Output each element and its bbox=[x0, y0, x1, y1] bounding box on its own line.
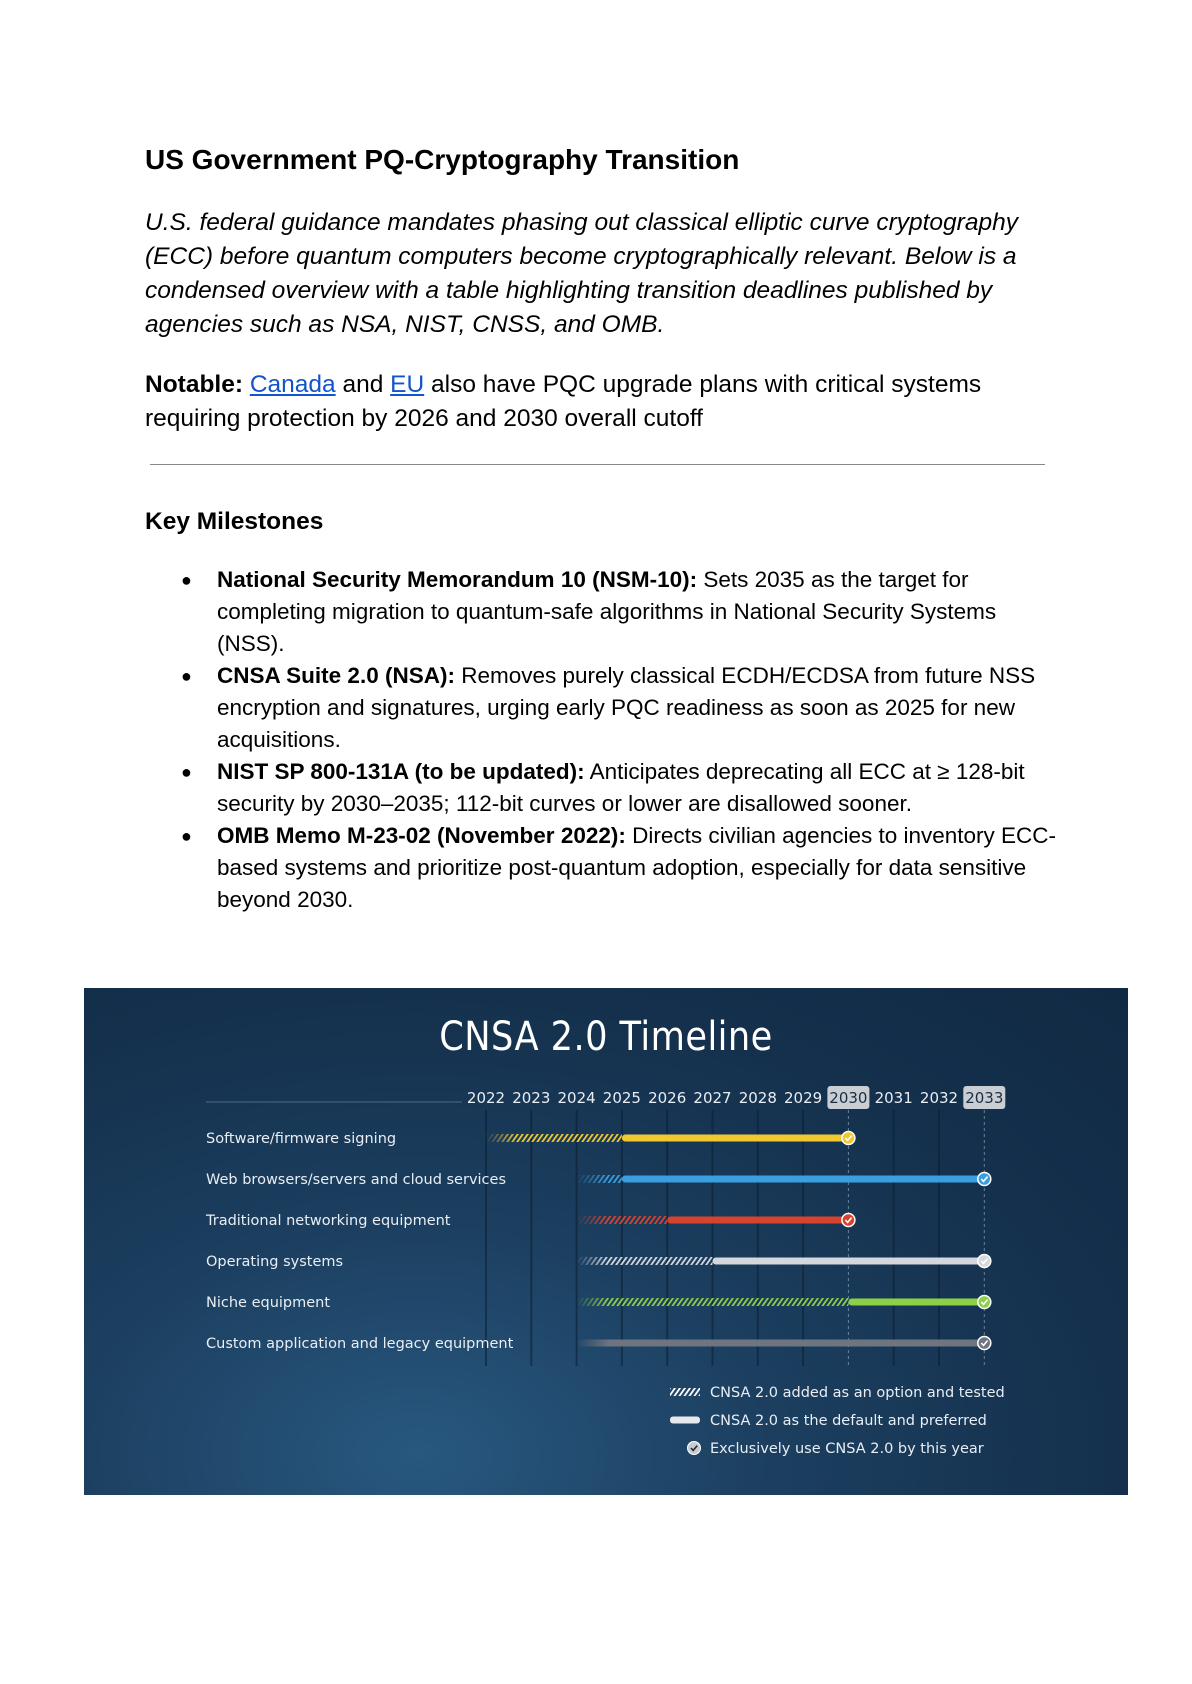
legend-hatched-swatch bbox=[670, 1388, 700, 1396]
option-segment bbox=[577, 1257, 713, 1265]
row-label: Niche equipment bbox=[206, 1295, 331, 1311]
check-icon bbox=[978, 1173, 991, 1186]
milestone-text: Directs civilian agencies to inventory ECC-based systems and prioritize post-quantum adoption, especially for data sensitive beyond 2030. bbox=[217, 823, 1057, 912]
cnsa-timeline-chart bbox=[84, 988, 1128, 1495]
milestone-title: National Security Memorandum 10 (NSM-10): bbox=[217, 567, 698, 592]
legend-solid-swatch bbox=[670, 1417, 700, 1424]
default-segment bbox=[622, 1135, 849, 1142]
milestone-text: Sets 2035 as the target for completing migration to quantum-safe algorithms in National Security Systems (NSS). bbox=[217, 567, 997, 656]
default-segment bbox=[848, 1299, 984, 1306]
legend-label: Exclusively use CNSA 2.0 by this year bbox=[710, 1441, 984, 1457]
check-icon bbox=[842, 1132, 855, 1145]
year-tick-label: 2029 bbox=[784, 1089, 823, 1107]
check-circle bbox=[978, 1255, 991, 1268]
year-tick-label: 2033 bbox=[965, 1089, 1004, 1107]
notable-paragraph bbox=[145, 368, 1065, 436]
check-circle bbox=[978, 1296, 991, 1309]
option-segment bbox=[577, 1175, 622, 1183]
legend-label: CNSA 2.0 as the default and preferred bbox=[710, 1413, 987, 1429]
year-tick-label: 2027 bbox=[693, 1089, 732, 1107]
milestone-item bbox=[145, 820, 1065, 916]
row-label: Custom application and legacy equipment bbox=[206, 1336, 514, 1352]
default-segment bbox=[577, 1340, 985, 1347]
horizontal-divider bbox=[150, 464, 1045, 465]
milestone-item bbox=[145, 564, 1065, 660]
default-segment bbox=[667, 1217, 848, 1224]
canada-link[interactable]: Canada bbox=[249, 371, 336, 398]
row-label: Web browsers/servers and cloud services bbox=[206, 1172, 506, 1188]
row-label: Operating systems bbox=[206, 1254, 344, 1270]
default-segment bbox=[713, 1258, 985, 1265]
year-tick-label: 2030 bbox=[829, 1089, 868, 1107]
bullet-icon: ● bbox=[181, 666, 192, 686]
milestone-title: OMB Memo M-23-02 (November 2022): bbox=[217, 823, 626, 848]
option-segment bbox=[577, 1216, 668, 1224]
check-circle bbox=[688, 1442, 701, 1455]
row-label: Software/firmware signing bbox=[206, 1131, 397, 1147]
check-circle bbox=[842, 1132, 855, 1145]
year-tick-label: 2028 bbox=[738, 1089, 777, 1107]
chart-title: CNSA 2.0 Timeline bbox=[439, 1014, 773, 1060]
option-segment bbox=[486, 1134, 622, 1142]
year-tick-label: 2026 bbox=[648, 1089, 687, 1107]
check-circle bbox=[842, 1214, 855, 1227]
legend-check-icon bbox=[688, 1442, 701, 1455]
year-tick-label: 2024 bbox=[557, 1089, 596, 1107]
year-tick-label: 2022 bbox=[466, 1089, 506, 1107]
timeline-svg bbox=[84, 988, 1128, 1495]
milestone-title: NIST SP 800-131A (to be updated): bbox=[217, 759, 585, 784]
milestones-heading: Key Milestones bbox=[145, 508, 324, 535]
check-icon bbox=[842, 1214, 855, 1227]
eu-link[interactable]: EU bbox=[390, 371, 425, 398]
default-segment bbox=[622, 1176, 984, 1183]
milestones-list bbox=[145, 564, 1065, 916]
milestone-item bbox=[145, 756, 1065, 820]
check-circle bbox=[978, 1337, 991, 1350]
bullet-icon: ● bbox=[181, 570, 192, 590]
year-tick-label: 2023 bbox=[512, 1089, 551, 1107]
milestone-text: Anticipates deprecating all ECC at ≥ 128-bit security by 2030–2035; 112-bit curves or lower are disallowed sooner. bbox=[217, 759, 1025, 816]
year-tick-label: 2031 bbox=[874, 1089, 913, 1107]
bullet-icon: ● bbox=[181, 762, 192, 782]
year-tick-label: 2032 bbox=[919, 1089, 959, 1107]
check-icon bbox=[978, 1337, 991, 1350]
intro-paragraph: U.S. federal guidance mandates phasing out classical elliptic curve cryptography (ECC) before quantum computers become cryptographically relevant. Below is a condensed overview with a table highlighting transition deadlines published by agencies such as NSA, NIST, CNSS, and OMB. bbox=[145, 209, 1018, 338]
notable-rest: also have PQC upgrade plans with critical systems requiring protection by 2026 and 2030 overall cutoff bbox=[145, 371, 982, 432]
row-label: Traditional networking equipment bbox=[206, 1213, 451, 1229]
page-title: US Government PQ-Cryptography Transition bbox=[145, 144, 740, 175]
milestone-item bbox=[145, 660, 1065, 756]
check-icon bbox=[978, 1255, 991, 1268]
year-tick-label: 2025 bbox=[602, 1089, 641, 1107]
milestone-title: CNSA Suite 2.0 (NSA): bbox=[217, 663, 455, 688]
legend-label: CNSA 2.0 added as an option and tested bbox=[710, 1385, 1005, 1401]
check-circle bbox=[978, 1173, 991, 1186]
notable-label: Notable: bbox=[145, 371, 243, 398]
bullet-icon: ● bbox=[181, 826, 192, 846]
milestone-text: Removes purely classical ECDH/ECDSA from future NSS encryption and signatures, urging early PQC readiness as soon as 2025 for new acquisitions. bbox=[217, 663, 1036, 752]
notable-and: and bbox=[342, 371, 384, 398]
option-segment bbox=[577, 1298, 849, 1306]
check-icon bbox=[978, 1296, 991, 1309]
